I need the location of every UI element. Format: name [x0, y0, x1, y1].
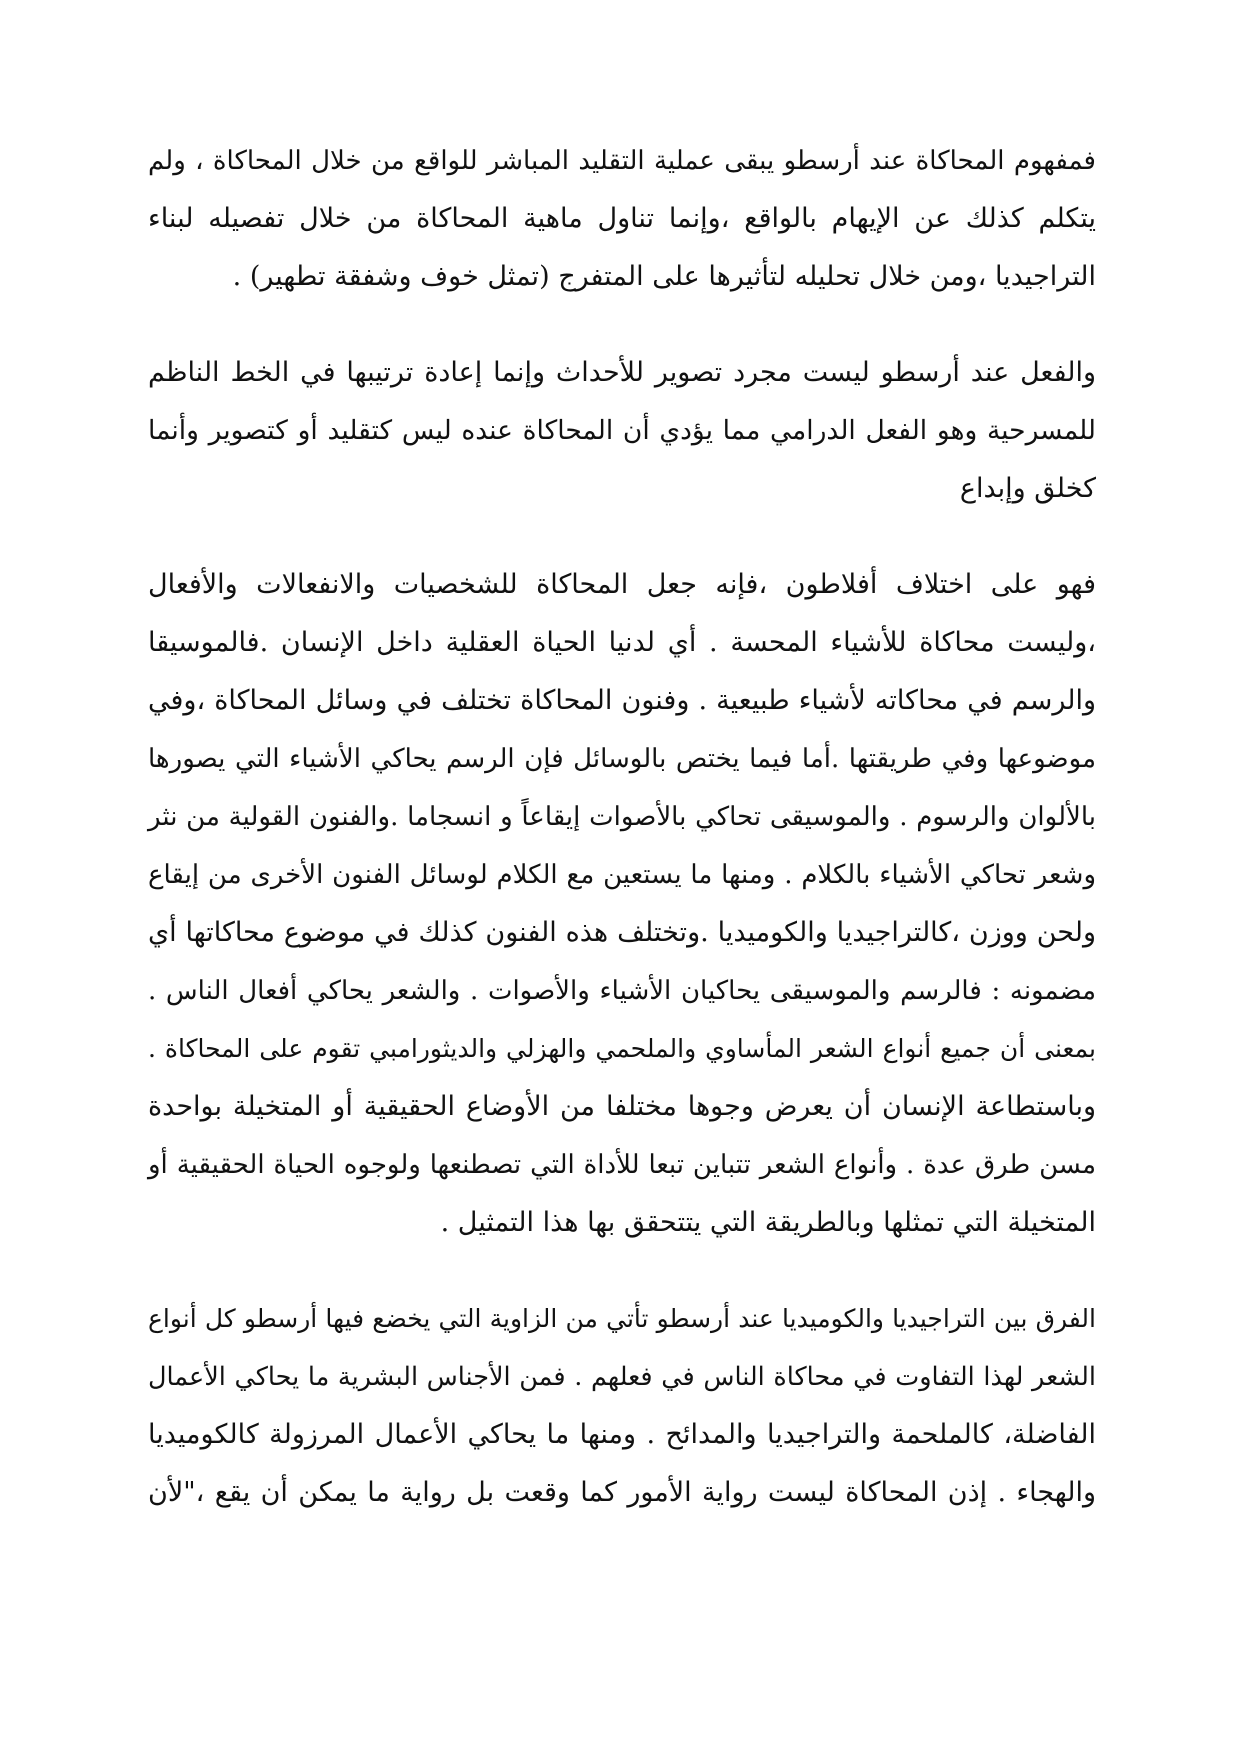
paragraph-mimesis-definition — [148, 132, 1096, 306]
text-line: ،وليست محاكاة للأشياء المحسة . أي لدنيا الحياة العقلية داخل الإنسان .فالموسيقا — [148, 627, 1096, 658]
text-line: فهو على اختلاف أفلاطون ،فإنه جعل المحاكاة للشخصيات والانفعالات والأفعال — [148, 569, 1096, 600]
text-line: المتخيلة التي تمثلها وبالطريقة التي يتتحقق بها هذا التمثيل . — [440, 1207, 1096, 1238]
text-line: الشعر لهذا التفاوت في محاكاة الناس في فعلهم . فمن الأجناس البشرية ما يحاكي الأعمال — [148, 1362, 1096, 1392]
text-line: والفعل عند أرسطو ليست مجرد تصوير للأحداث وإنما إعادة ترتيبها في الخط الناظم — [148, 357, 1096, 388]
text-line: وباستطاعة الإنسان أن يعرض وجوها مختلفا من الأوضاع الحقيقية أو المتخيلة بواحدة — [148, 1091, 1096, 1122]
text-line: التراجيديا ،ومن خلال تحليله لتأثيرها على المتفرج (تمثل خوف وشفقة تطهير) . — [232, 261, 1096, 292]
paragraph-plato-comparison — [148, 556, 1096, 1252]
text-line: للمسرحية وهو الفعل الدرامي مما يؤدي أن المحاكاة عنده ليس كتقليد أو كتصوير وأنما — [148, 415, 1096, 446]
text-line: مضمونه : فالرسم والموسيقى يحاكيان الأشياء والأصوات . والشعر يحاكي أفعال الناس . — [148, 976, 1096, 1006]
text-line: يتكلم كذلك عن الإيهام بالواقع ،وإنما تناول ماهية المحاكاة من خلال تفصيله لبناء — [148, 203, 1096, 234]
text-line: بمعنى أن جميع أنواع الشعر المأساوي والملحمي والهزلي والديثورامبي تقوم على المحاكاة . — [148, 1034, 1096, 1063]
text-line: والهجاء . إذن المحاكاة ليست رواية الأمور كما وقعت بل رواية ما يمكن أن يقع ،"لأن — [148, 1477, 1096, 1508]
text-line: موضوعها وفي طريقتها .أما فيما يختص بالوسائل فإن الرسم يحاكي الأشياء التي يصورها — [148, 744, 1096, 774]
document-page — [148, 132, 1096, 1560]
text-line: الفاضلة، كالملحمة والتراجيديا والمدائح . ومنها ما يحاكي الأعمال المرزولة كالكوميديا — [148, 1419, 1096, 1450]
paragraph-dramatic-action — [148, 344, 1096, 518]
text-line: والرسم في محاكاته لأشياء طبيعية . وفنون المحاكاة تختلف في وسائل المحاكاة ،وفي — [148, 685, 1096, 716]
text-line: ولحن ووزن ،كالتراجيديا والكوميديا .وتختلف هذه الفنون كذلك في موضوع محاكاتها أي — [148, 917, 1096, 948]
text-line: الفرق بين التراجيديا والكوميديا عند أرسطو تأتي من الزاوية التي يخضع فيها أرسطو كل أنواع — [148, 1304, 1096, 1333]
text-line: كخلق وإبداع — [959, 473, 1096, 504]
text-line: مسن طرق عدة . وأنواع الشعر تتباين تبعا للأداة التي تصطنعها ولوجوه الحياة الحقيقية أو — [148, 1150, 1096, 1180]
text-line: فمفهوم المحاكاة عند أرسطو يبقى عملية التقليد المباشر للواقع من خلال المحاكاة ، ولم — [148, 146, 1096, 176]
text-line: بالألوان والرسوم . والموسيقى تحاكي بالأصوات إيقاعاً و انسجاما .والفنون القولية من نثر — [148, 802, 1096, 832]
text-line: وشعر تحاكي الأشياء بالكلام . ومنها ما يستعين مع الكلام لوسائل الفنون الأخرى من إيقاع — [148, 860, 1096, 890]
paragraph-tragedy-comedy — [148, 1290, 1096, 1522]
